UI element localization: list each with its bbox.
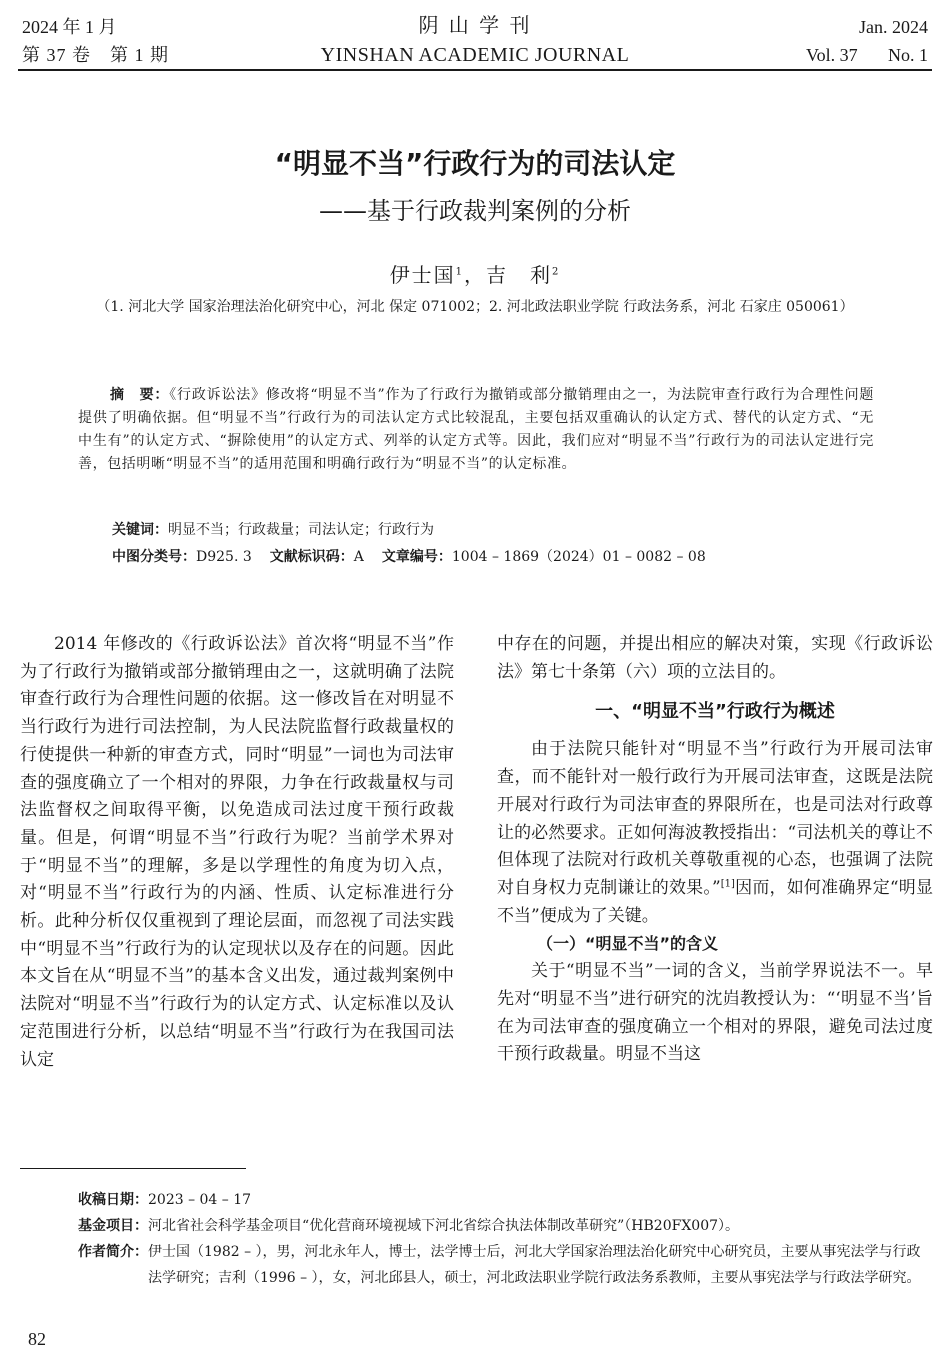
header-date-en: Jan. 2024 [859,17,928,37]
clc-label: 中图分类号： [112,549,196,565]
doc-code-label: 文献标识码： [269,549,354,565]
fund-label: 基金项目： [78,1218,148,1234]
author-name: 吉 利 [486,263,552,287]
header-rule [18,69,932,71]
bio-text: 伊士国（1982 – ），男，河北永年人，博士，法学博士后，河北大学国家治理法治化研究中心研究员，主要从事宪法学与行政法学研究；吉利（1996 – ），女，河北邱县人，硕士，河北政法职业学院行政法务系教师，主要从事宪法学与行政法学研究。 [148,1244,921,1286]
authors [0,262,950,288]
header-no-en: No. 1 [888,45,928,65]
abstract [78,384,874,476]
subsection-heading: （一）“明显不当”的含义 [537,934,719,954]
footnote-author-bio [78,1239,934,1291]
journal-name-cn: 阴 山 学 刊 [418,13,532,37]
affiliation-marker: 2 [552,266,561,278]
author-separator: ， [464,263,486,287]
section-paragraph [497,736,933,930]
article-no-label: 文章编号： [381,549,452,565]
paragraph-text: 由于法院只能针对“明显不当”行政行为开展司法审查，而不能针对一般行政行为开展司法审查，这既是法院开展对行政行为司法审查的界限所在，也是司法对行政尊让的必然要求。正如何海波教授指出：“司法机关的尊让不但体现了法院对行政机关尊敬重视的心态，也强调了法院对自身权力克制谦让的效果。” [497,739,933,898]
header-volume-issue: 第 37 卷 第 1 期 [22,45,169,65]
abstract-label: 摘 要： [110,387,170,403]
body-left-column [20,631,454,1074]
header-vol-en: Vol. 37 [806,45,858,65]
received-label: 收稿日期： [78,1192,148,1208]
abstract-text: 《行政诉讼法》修改将“明显不当”作为了行政行为撤销或部分撤销理由之一，为法院审查行政行为合理性问题提供了明确依据。但“明显不当”行政行为的司法认定方式比较混乱，主要包括双重确认的认定方式、替代的认定方式、“无中生有”的认定方式、“摒除使用”的认定方式、列举的认定方式等。因此，我们应对“明显不当”行政行为的司法认定进行完善，包括明晰“明显不当”的适用范围和明确行政行为“明显不当”的认定标准。 [78,387,874,472]
footnotes [78,1187,934,1291]
section-paragraph: 关于“明显不当”一词的含义，当前学界说法不一。早先对“明显不当”进行研究的沈岿教授认为：“‘明显不当’旨在为司法审查的强度确立一个相对的界限，避免司法过度干预行政裁量。明显不当这 [497,961,933,1065]
bio-label: 作者简介： [78,1244,148,1260]
classification-line [112,546,706,568]
doc-code-value: A [353,549,364,565]
article-subtitle: ——基于行政裁判案例的分析 [319,197,631,225]
body-right-column [497,631,933,1069]
footnote-rule [20,1168,246,1169]
section-heading: 一、“明显不当”行政行为概述 [595,701,835,723]
page-number: 82 [28,1329,46,1349]
intro-paragraph: 2014 年修改的《行政诉讼法》首次将“明显不当”作为了行政行为撤销或部分撤销理由之一，这就明确了法院审查行政行为合理性问题的依据。这一修改旨在对明显不当行政行为进行司法控制，为人民法院监督行政裁量权的行使提供一种新的审查方式，同时“明显”一词也为司法审查的强度确立了一个相对的界限，力争在行政裁量权与司法监督权之间取得平衡，以免造成司法过度干预行政裁量。但是，何谓“明显不当”行政行为呢？当前学术界对于“明显不当”的理解，多是以学理性的角度为切入点，对“明显不当”行政行为的内涵、性质、认定标准进行分析。此种分析仅仅重视到了理论层面，而忽视了司法实践中“明显不当”行政行为的认定现状以及存在的问题。因此本文旨在从“明显不当”的基本含义出发，通过裁判案例中法院对“明显不当”行政行为的认定方式、认定标准以及认定范围进行分析，以总结“明显不当”行政行为在我国司法认定 [20,634,454,1070]
clc-value: D925. 3 [196,549,252,565]
footnote-fund [78,1213,934,1239]
keywords-text: 明显不当；行政裁量；司法认定；行政行为 [168,522,434,538]
journal-name-en: YINSHAN ACADEMIC JOURNAL [320,44,630,66]
keywords-label: 关键词： [112,522,168,538]
received-date: 2023 – 04 – 17 [148,1192,252,1208]
keywords [112,519,434,541]
article-no-value: 1004 – 1869（2024）01 – 0082 – 08 [451,549,706,565]
affiliation-marker: 1 [455,266,464,278]
citation-ref: [1] [720,878,735,890]
header-date: 2024 年 1 月 [22,17,117,37]
author-name: 伊士国 [389,263,456,287]
intro-paragraph-continued: 中存在的问题，并提出相应的解决对策，实现《行政诉讼法》第七十条第（六）项的立法目的。 [497,634,933,682]
article-title: “明显不当”行政行为的司法认定 [274,147,676,180]
affiliations: （1. 河北大学 国家治理法治化研究中心，河北 保定 071002；2. 河北政法职业学院 行政法务系，河北 石家庄 050061） [96,299,854,315]
footnote-received [78,1187,934,1213]
fund-text: 河北省社会科学基金项目“优化营商环境视域下河北省综合执法体制改革研究”（HB20FX007）。 [148,1218,740,1234]
paragraph-text: 因而，如何准确界定“明显不当”便成为了关键。 [497,877,933,926]
